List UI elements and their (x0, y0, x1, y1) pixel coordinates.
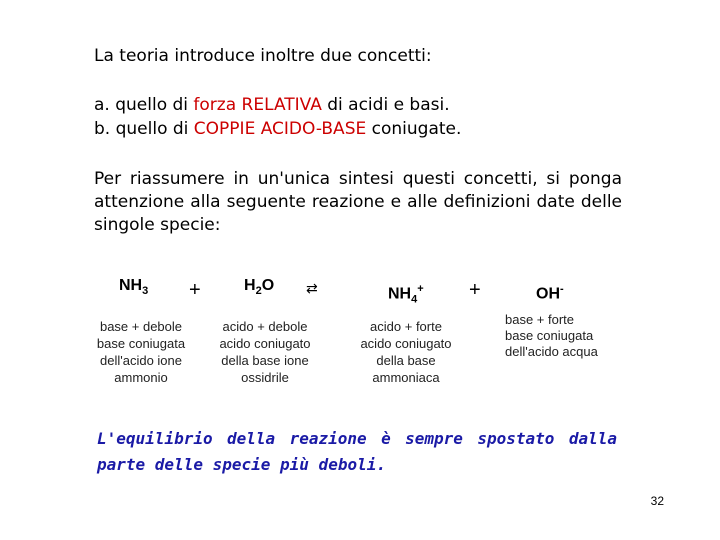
list-item-b-highlight: COPPIE ACIDO-BASE (193, 119, 367, 139)
description-h2o (204, 318, 326, 386)
plus-sign-1: + (189, 279, 201, 301)
conclusion-text: L'equilibrio della reazione è sempre spostato dalla parte delle specie più deboli. (97, 429, 617, 474)
page-number: 32 (650, 494, 664, 508)
formula-nh3-sub: 3 (142, 285, 149, 298)
formula-oh-base: OH (536, 285, 560, 303)
formula-h2o (244, 277, 274, 297)
list-item-b-pre: b. quello di (94, 119, 194, 139)
description-nh4-line: acido coniugato (360, 336, 452, 351)
description-nh4-line: ammoniaca (372, 370, 440, 385)
description-h2o-line: della base ione (221, 353, 309, 368)
description-h2o-line: acido + debole (222, 319, 308, 334)
formula-nh3 (119, 277, 148, 297)
plus-sign-2: + (469, 279, 481, 301)
list-item-b-post: coniugate. (366, 119, 462, 139)
list-item-a-highlight: forza RELATIVA (193, 95, 322, 115)
description-nh3 (80, 318, 202, 386)
description-nh3-line: ammonio (114, 370, 168, 385)
description-nh4 (344, 318, 468, 386)
list-item-a (94, 95, 450, 115)
formula-nh4-sup: + (417, 283, 424, 295)
formula-oh-sup: - (560, 283, 564, 295)
description-h2o-line: ossidrile (241, 370, 289, 385)
description-nh4-line: acido + forte (370, 319, 442, 334)
formula-oh (536, 283, 564, 303)
description-h2o-line: acido coniugato (219, 336, 311, 351)
equilibrium-arrow-icon: ⇄ (306, 281, 318, 297)
formula-nh3-base: NH (119, 277, 143, 294)
formula-nh4-base: NH (388, 285, 412, 303)
description-oh (505, 312, 635, 360)
formula-h2o-o: O (261, 277, 275, 294)
formula-h2o-sub: 2 (255, 285, 262, 298)
list-item-a-pre: a. quello di (94, 95, 194, 115)
description-oh-line: base + forte (505, 312, 575, 327)
description-oh-line: base coniugata (505, 328, 594, 343)
description-nh3-line: base coniugata (96, 336, 186, 351)
description-nh3-line: dell'acido ione (100, 353, 182, 368)
description-nh3-line: base + debole (99, 319, 183, 334)
description-nh4-line: della base (376, 353, 436, 368)
intro-text: La teoria introduce inoltre due concetti: (94, 46, 432, 66)
formula-nh4 (388, 283, 424, 306)
summary-paragraph: Per riassumere in un'unica sintesi questi concetti, si ponga attenzione alla seguente reazione e alle definizioni date delle singole specie: (94, 169, 622, 235)
list-item-b (94, 119, 461, 139)
formula-nh4-sub: 4 (411, 293, 418, 306)
list-item-a-post: di acidi e basi. (321, 95, 450, 115)
description-oh-line: dell'acido acqua (505, 344, 598, 359)
formula-h2o-h: H (244, 277, 256, 294)
